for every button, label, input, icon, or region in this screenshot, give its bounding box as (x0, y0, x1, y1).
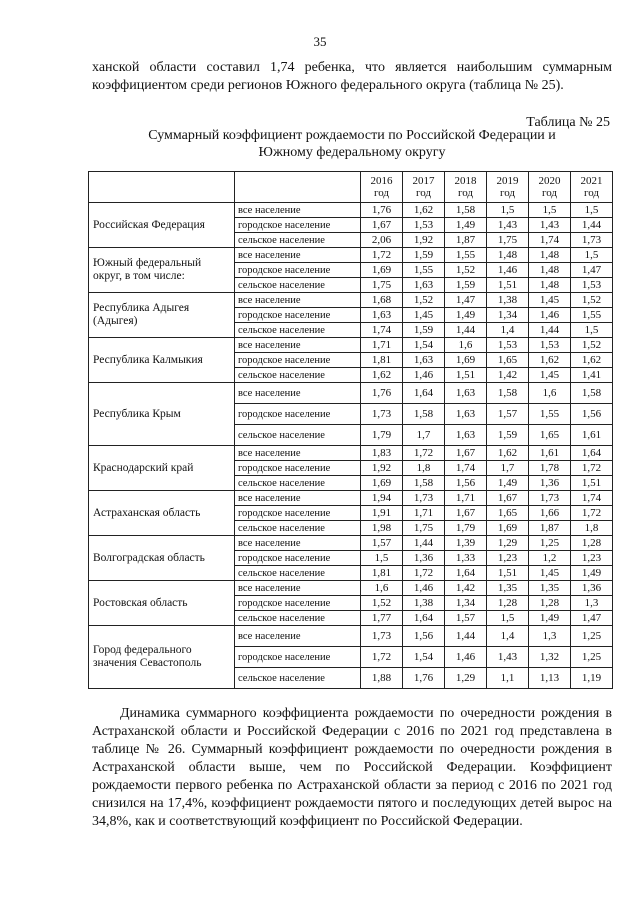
value-cell: 1,63 (445, 383, 487, 404)
population-type-cell: сельское население (235, 668, 361, 689)
value-cell: 1,7 (403, 425, 445, 446)
value-cell: 1,63 (361, 308, 403, 323)
value-cell: 1,52 (571, 293, 613, 308)
table-row (89, 491, 613, 506)
header-year-cell (361, 172, 403, 203)
header-year-number: 2020 (538, 175, 561, 187)
value-cell: 1,46 (445, 647, 487, 668)
value-cell: 1,74 (571, 491, 613, 506)
value-cell: 1,71 (361, 338, 403, 353)
value-cell: 1,34 (445, 596, 487, 611)
value-cell: 1,83 (361, 446, 403, 461)
value-cell: 1,72 (571, 461, 613, 476)
value-cell: 1,78 (529, 461, 571, 476)
header-year-unit: год (373, 187, 390, 199)
value-cell: 1,28 (529, 596, 571, 611)
value-cell: 1,75 (403, 521, 445, 536)
fertility-table (88, 171, 613, 689)
population-type-cell: сельское население (235, 566, 361, 581)
value-cell: 1,65 (487, 353, 529, 368)
table-row (89, 446, 613, 461)
population-type-cell: городское население (235, 506, 361, 521)
population-type-cell: все население (235, 383, 361, 404)
population-type-cell: все население (235, 626, 361, 647)
population-type-cell: все население (235, 293, 361, 308)
value-cell: 1,35 (487, 581, 529, 596)
value-cell: 1,36 (403, 551, 445, 566)
population-type-cell: все население (235, 248, 361, 263)
population-type-cell: городское население (235, 647, 361, 668)
value-cell: 1,75 (361, 278, 403, 293)
header-year-number: 2016 (370, 175, 393, 187)
value-cell: 1,49 (487, 476, 529, 491)
value-cell: 1,54 (403, 647, 445, 668)
table-row (89, 581, 613, 596)
value-cell: 1,47 (571, 611, 613, 626)
value-cell: 1,62 (403, 203, 445, 218)
value-cell: 1,44 (529, 323, 571, 338)
value-cell: 1,34 (487, 308, 529, 323)
population-type-cell: все население (235, 446, 361, 461)
value-cell: 1,56 (403, 626, 445, 647)
value-cell: 1,57 (445, 611, 487, 626)
value-cell: 1,58 (403, 476, 445, 491)
value-cell: 1,74 (361, 323, 403, 338)
value-cell: 1,58 (487, 383, 529, 404)
population-type-cell: сельское население (235, 278, 361, 293)
population-type-cell: сельское население (235, 476, 361, 491)
value-cell: 1,51 (571, 476, 613, 491)
table-label: Таблица № 25 (526, 115, 610, 130)
region-name-cell: Республика Крым (89, 383, 235, 446)
value-cell: 1,62 (529, 353, 571, 368)
header-year-unit: год (415, 187, 432, 199)
region-name-cell: Город федерального значения Севастополь (89, 626, 235, 689)
value-cell: 1,73 (571, 233, 613, 248)
value-cell: 1,76 (403, 668, 445, 689)
value-cell: 1,58 (571, 383, 613, 404)
population-type-cell: городское население (235, 308, 361, 323)
value-cell: 1,81 (361, 353, 403, 368)
value-cell: 1,92 (361, 461, 403, 476)
value-cell: 1,46 (403, 368, 445, 383)
value-cell: 1,67 (487, 491, 529, 506)
value-cell: 1,41 (571, 368, 613, 383)
value-cell: 1,5 (529, 203, 571, 218)
population-type-cell: сельское население (235, 323, 361, 338)
value-cell: 1,51 (487, 278, 529, 293)
value-cell: 1,76 (361, 383, 403, 404)
population-type-cell: городское население (235, 551, 361, 566)
table-body (89, 203, 613, 689)
value-cell: 1,23 (571, 551, 613, 566)
value-cell: 1,52 (571, 338, 613, 353)
value-cell: 1,63 (445, 425, 487, 446)
value-cell: 1,59 (487, 425, 529, 446)
value-cell: 1,94 (361, 491, 403, 506)
population-type-cell: сельское население (235, 368, 361, 383)
value-cell: 1,71 (403, 506, 445, 521)
value-cell: 1,49 (445, 218, 487, 233)
value-cell: 1,87 (445, 233, 487, 248)
value-cell: 2,06 (361, 233, 403, 248)
value-cell: 1,44 (571, 218, 613, 233)
value-cell: 1,72 (571, 506, 613, 521)
value-cell: 1,6 (361, 581, 403, 596)
value-cell: 1,8 (403, 461, 445, 476)
header-year-cell (487, 172, 529, 203)
value-cell: 1,32 (529, 647, 571, 668)
value-cell: 1,79 (361, 425, 403, 446)
value-cell: 1,49 (529, 611, 571, 626)
header-year-unit: год (583, 187, 600, 199)
value-cell: 1,73 (529, 491, 571, 506)
value-cell: 1,79 (445, 521, 487, 536)
value-cell: 1,44 (445, 626, 487, 647)
top-paragraph: ханской области составил 1,74 ребенка, что является наибольшим суммарным коэффициентом среди регионов Южного федерального округа (таблица № 25). (92, 60, 612, 93)
population-type-cell: все население (235, 203, 361, 218)
value-cell: 1,36 (529, 476, 571, 491)
value-cell: 1,66 (529, 506, 571, 521)
value-cell: 1,67 (445, 506, 487, 521)
value-cell: 1,6 (529, 383, 571, 404)
value-cell: 1,39 (445, 536, 487, 551)
value-cell: 1,3 (571, 596, 613, 611)
value-cell: 1,45 (529, 566, 571, 581)
value-cell: 1,64 (403, 383, 445, 404)
value-cell: 1,67 (445, 446, 487, 461)
value-cell: 1,51 (487, 566, 529, 581)
value-cell: 1,62 (361, 368, 403, 383)
table-title (92, 127, 612, 161)
value-cell: 1,5 (571, 323, 613, 338)
value-cell: 1,55 (571, 308, 613, 323)
value-cell: 1,72 (403, 446, 445, 461)
value-cell: 1,69 (361, 263, 403, 278)
value-cell: 1,2 (529, 551, 571, 566)
region-name-cell: Краснодарский край (89, 446, 235, 491)
value-cell: 1,5 (571, 203, 613, 218)
value-cell: 1,28 (571, 536, 613, 551)
value-cell: 1,45 (403, 308, 445, 323)
value-cell: 1,29 (445, 668, 487, 689)
header-year-number: 2018 (454, 175, 477, 187)
value-cell: 1,47 (571, 263, 613, 278)
value-cell: 1,46 (487, 263, 529, 278)
value-cell: 1,46 (529, 308, 571, 323)
value-cell: 1,55 (445, 248, 487, 263)
value-cell: 1,71 (445, 491, 487, 506)
value-cell: 1,47 (445, 293, 487, 308)
population-type-cell: городское население (235, 404, 361, 425)
value-cell: 1,53 (403, 218, 445, 233)
value-cell: 1,57 (487, 404, 529, 425)
value-cell: 1,76 (361, 203, 403, 218)
value-cell: 1,43 (487, 218, 529, 233)
value-cell: 1,48 (487, 248, 529, 263)
region-name-cell: Республика Адыгея (Адыгея) (89, 293, 235, 338)
region-name-cell: Республика Калмыкия (89, 338, 235, 383)
value-cell: 1,38 (403, 596, 445, 611)
region-name-cell: Российская Федерация (89, 203, 235, 248)
value-cell: 1,61 (571, 425, 613, 446)
value-cell: 1,54 (403, 338, 445, 353)
table-header-row (89, 172, 613, 203)
value-cell: 1,52 (403, 293, 445, 308)
value-cell: 1,69 (361, 476, 403, 491)
header-year-unit: год (457, 187, 474, 199)
value-cell: 1,64 (403, 611, 445, 626)
population-type-cell: городское население (235, 218, 361, 233)
value-cell: 1,64 (571, 446, 613, 461)
value-cell: 1,64 (445, 566, 487, 581)
value-cell: 1,49 (445, 308, 487, 323)
value-cell: 1,72 (361, 248, 403, 263)
value-cell: 1,56 (445, 476, 487, 491)
value-cell: 1,44 (403, 536, 445, 551)
bottom-paragraph: Динамика суммарного коэффициента рождаемости по очередности рождения в Астраханской области и Российской Федерации с 2016 по 2021 год представлена в таблице № 26. Суммарный коэффициент рождаемости по очередности рождения в Астраханской области выше, чем по Российской Федерации. Коэффициент рождаемости первого ребенка по Астраханской области за период с 2016 по 2021 год снизился на 17,4%, коэффициент рождаемости пятого и последующих детей вырос на 34,8%, как и соответствующий коэффициент по Российской Федерации. (92, 706, 612, 829)
value-cell: 1,1 (487, 668, 529, 689)
value-cell: 1,53 (487, 338, 529, 353)
value-cell: 1,65 (487, 506, 529, 521)
population-type-cell: все население (235, 581, 361, 596)
value-cell: 1,73 (361, 626, 403, 647)
value-cell: 1,25 (571, 626, 613, 647)
value-cell: 1,33 (445, 551, 487, 566)
table-title-line1: Суммарный коэффициент рождаемости по Российской Федерации и (148, 128, 556, 143)
value-cell: 1,4 (487, 323, 529, 338)
value-cell: 1,25 (529, 536, 571, 551)
header-region-cell (89, 172, 235, 203)
value-cell: 1,74 (529, 233, 571, 248)
value-cell: 1,56 (571, 404, 613, 425)
population-type-cell: сельское население (235, 233, 361, 248)
value-cell: 1,92 (403, 233, 445, 248)
value-cell: 1,58 (403, 404, 445, 425)
value-cell: 1,88 (361, 668, 403, 689)
value-cell: 1,87 (529, 521, 571, 536)
value-cell: 1,53 (571, 278, 613, 293)
value-cell: 1,63 (403, 353, 445, 368)
value-cell: 1,72 (403, 566, 445, 581)
value-cell: 1,59 (403, 248, 445, 263)
value-cell: 1,49 (571, 566, 613, 581)
header-population-cell (235, 172, 361, 203)
value-cell: 1,23 (487, 551, 529, 566)
value-cell: 1,73 (403, 491, 445, 506)
value-cell: 1,43 (487, 647, 529, 668)
header-year-cell (571, 172, 613, 203)
value-cell: 1,62 (487, 446, 529, 461)
value-cell: 1,91 (361, 506, 403, 521)
table-row (89, 338, 613, 353)
population-type-cell: все население (235, 536, 361, 551)
value-cell: 1,81 (361, 566, 403, 581)
value-cell: 1,28 (487, 596, 529, 611)
value-cell: 1,58 (445, 203, 487, 218)
page-number: 35 (313, 34, 327, 49)
value-cell: 1,3 (529, 626, 571, 647)
value-cell: 1,69 (487, 521, 529, 536)
header-year-cell (529, 172, 571, 203)
header-year-cell (403, 172, 445, 203)
value-cell: 1,69 (445, 353, 487, 368)
value-cell: 1,36 (571, 581, 613, 596)
value-cell: 1,77 (361, 611, 403, 626)
value-cell: 1,51 (445, 368, 487, 383)
value-cell: 1,5 (487, 203, 529, 218)
value-cell: 1,72 (361, 647, 403, 668)
value-cell: 1,55 (529, 404, 571, 425)
population-type-cell: сельское население (235, 611, 361, 626)
table-row (89, 536, 613, 551)
value-cell: 1,65 (529, 425, 571, 446)
value-cell: 1,73 (361, 404, 403, 425)
value-cell: 1,68 (361, 293, 403, 308)
value-cell: 1,75 (487, 233, 529, 248)
header-year-unit: год (499, 187, 516, 199)
value-cell: 1,5 (571, 248, 613, 263)
value-cell: 1,19 (571, 668, 613, 689)
value-cell: 1,48 (529, 263, 571, 278)
value-cell: 1,52 (445, 263, 487, 278)
value-cell: 1,25 (571, 647, 613, 668)
value-cell: 1,63 (445, 404, 487, 425)
value-cell: 1,59 (403, 323, 445, 338)
value-cell: 1,4 (487, 626, 529, 647)
value-cell: 1,62 (571, 353, 613, 368)
value-cell: 1,98 (361, 521, 403, 536)
value-cell: 1,45 (529, 293, 571, 308)
value-cell: 1,48 (529, 278, 571, 293)
value-cell: 1,63 (403, 278, 445, 293)
value-cell: 1,67 (361, 218, 403, 233)
value-cell: 1,48 (529, 248, 571, 263)
population-type-cell: городское население (235, 596, 361, 611)
value-cell: 1,46 (403, 581, 445, 596)
value-cell: 1,74 (445, 461, 487, 476)
population-type-cell: сельское население (235, 425, 361, 446)
value-cell: 1,35 (529, 581, 571, 596)
region-name-cell: Южный федеральный округ, в том числе: (89, 248, 235, 293)
value-cell: 1,42 (487, 368, 529, 383)
table-row (89, 626, 613, 647)
region-name-cell: Волгоградская область (89, 536, 235, 581)
population-type-cell: сельское население (235, 521, 361, 536)
population-type-cell: городское население (235, 263, 361, 278)
value-cell: 1,53 (529, 338, 571, 353)
value-cell: 1,5 (487, 611, 529, 626)
header-year-unit: год (541, 187, 558, 199)
value-cell: 1,8 (571, 521, 613, 536)
value-cell: 1,59 (445, 278, 487, 293)
population-type-cell: городское население (235, 353, 361, 368)
value-cell: 1,29 (487, 536, 529, 551)
table-title-line2: Южному федеральному округу (258, 145, 446, 160)
table-row (89, 293, 613, 308)
value-cell: 1,45 (529, 368, 571, 383)
value-cell: 1,43 (529, 218, 571, 233)
value-cell: 1,42 (445, 581, 487, 596)
population-type-cell: все население (235, 338, 361, 353)
value-cell: 1,61 (529, 446, 571, 461)
value-cell: 1,7 (487, 461, 529, 476)
value-cell: 1,55 (403, 263, 445, 278)
value-cell: 1,38 (487, 293, 529, 308)
table-row (89, 248, 613, 263)
header-year-number: 2017 (412, 175, 435, 187)
table-row (89, 203, 613, 218)
header-year-number: 2019 (496, 175, 519, 187)
header-year-number: 2021 (580, 175, 603, 187)
population-type-cell: все население (235, 491, 361, 506)
header-year-cell (445, 172, 487, 203)
region-name-cell: Ростовская область (89, 581, 235, 626)
population-type-cell: городское население (235, 461, 361, 476)
table-row (89, 383, 613, 404)
value-cell: 1,6 (445, 338, 487, 353)
value-cell: 1,44 (445, 323, 487, 338)
value-cell: 1,13 (529, 668, 571, 689)
value-cell: 1,52 (361, 596, 403, 611)
region-name-cell: Астраханская область (89, 491, 235, 536)
value-cell: 1,57 (361, 536, 403, 551)
value-cell: 1,5 (361, 551, 403, 566)
